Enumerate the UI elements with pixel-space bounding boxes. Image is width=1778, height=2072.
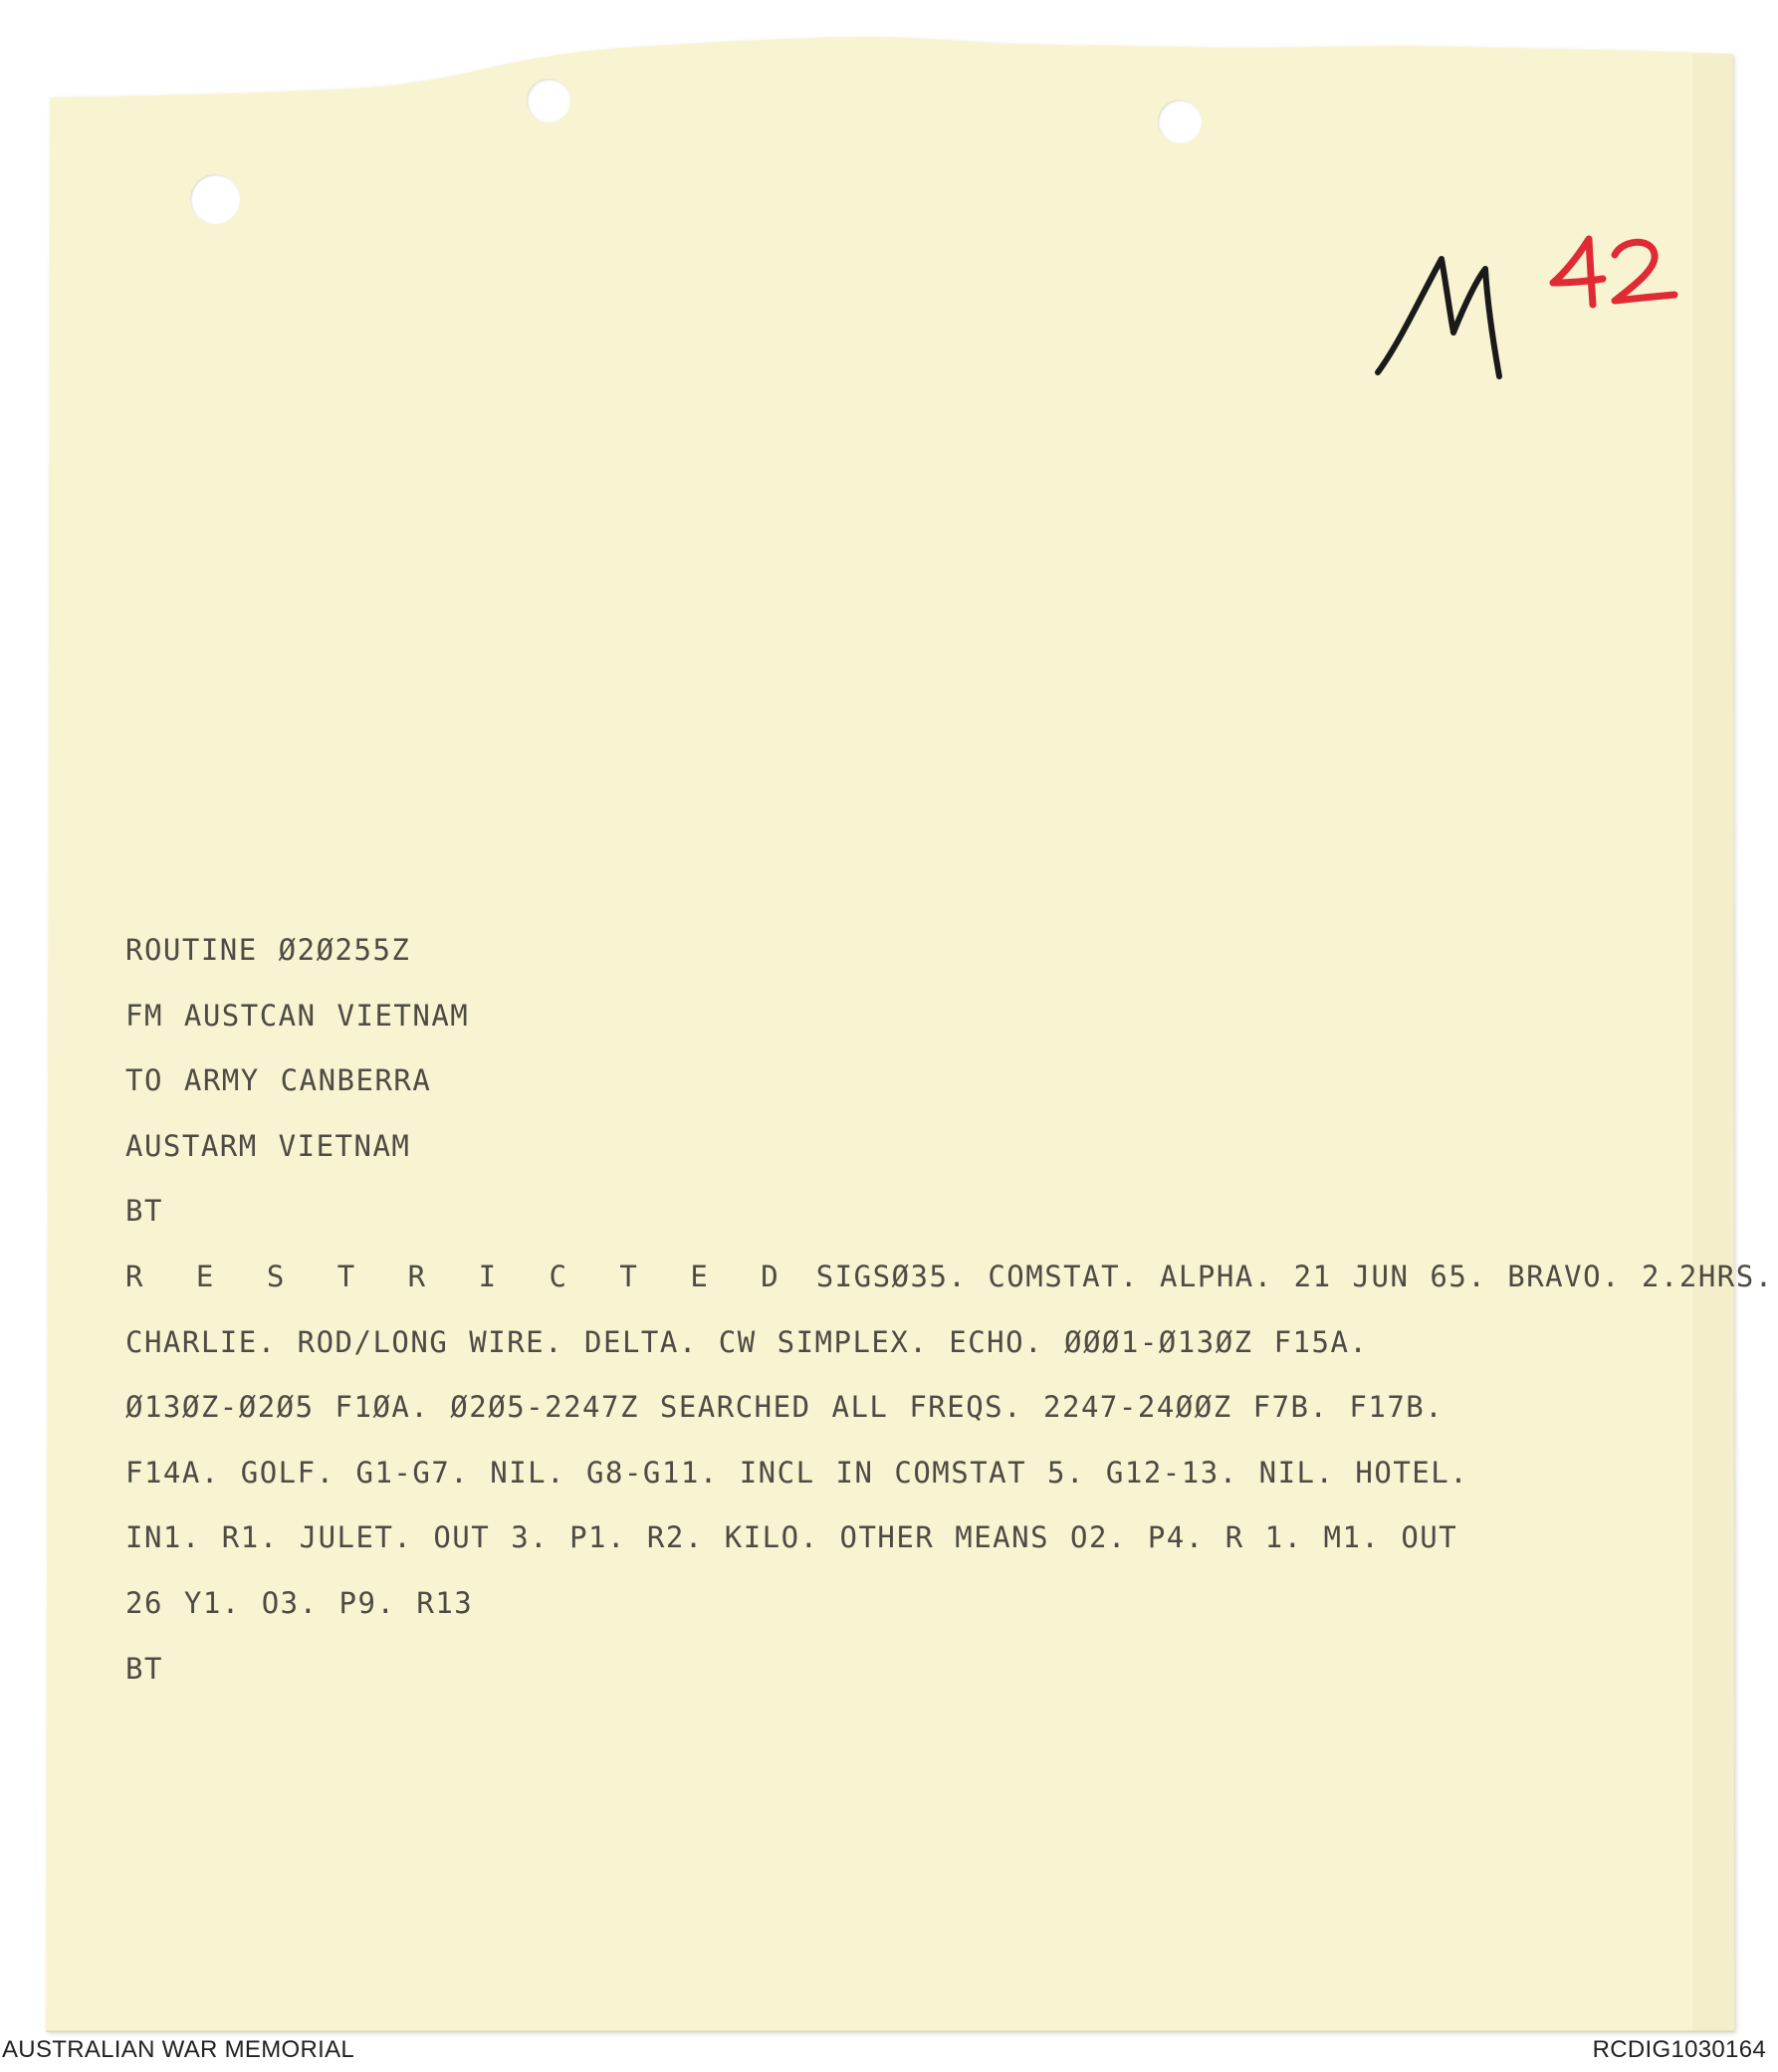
precedence-line: ROUTINE Ø2Ø255Z [125, 933, 411, 967]
to-line: TO ARMY CANBERRA [125, 1063, 432, 1098]
punch-hole-right [1158, 100, 1202, 143]
paper-fold-shade [1692, 54, 1734, 2031]
from-line: FM AUSTCAN VIETNAM [125, 998, 470, 1033]
message-body-line-3: Ø13ØZ-Ø2Ø5 F1ØA. Ø2Ø5-2247Z SEARCHED ALL FREQS. 2247-24ØØZ F7B. F17B. [125, 1390, 1445, 1425]
message-body-line-1 [125, 1245, 1774, 1310]
message-body-line-6: 26 Y1. O3. P9. R13 [125, 1585, 474, 1620]
info-line: AUSTARM VIETNAM [125, 1128, 411, 1163]
message-body-line-4: F14A. GOLF. G1-G7. NIL. G8-G11. INCL IN COMSTAT 5. G12-13. NIL. HOTEL. [125, 1455, 1469, 1490]
message-body-line-5: IN1. R1. JULET. OUT 3. P1. R2. KILO. OTHER MEANS O2. P4. R 1. M1. OUT [125, 1520, 1458, 1555]
folio-number-annotation [1549, 233, 1678, 311]
footer-institution: AUSTRALIAN WAR MEMORIAL [2, 2036, 355, 2063]
signal-message [125, 918, 1774, 1702]
classification-label: R E S T R I C T E D [125, 1259, 795, 1293]
handwritten-letter-stroke [1378, 259, 1499, 376]
footer-record-id: RCDIG1030164 [1592, 2036, 1766, 2063]
handwritten-letter-annotation [1370, 247, 1509, 386]
break-marker-close: BT [125, 1651, 163, 1686]
break-marker-open: BT [125, 1194, 163, 1229]
message-body-text-1: SIGSØ35. COMSTAT. ALPHA. 21 JUN 65. BRAVO. 2.2HRS. [794, 1259, 1774, 1293]
message-body-line-2: CHARLIE. ROD/LONG WIRE. DELTA. CW SIMPLEX. ECHO. ØØØ1-Ø13ØZ F15A. [125, 1324, 1369, 1359]
punch-hole-left [190, 174, 240, 224]
folio-digit-2 [1615, 242, 1674, 301]
punch-hole-center [527, 79, 570, 122]
folio-digit-4 [1553, 239, 1603, 305]
